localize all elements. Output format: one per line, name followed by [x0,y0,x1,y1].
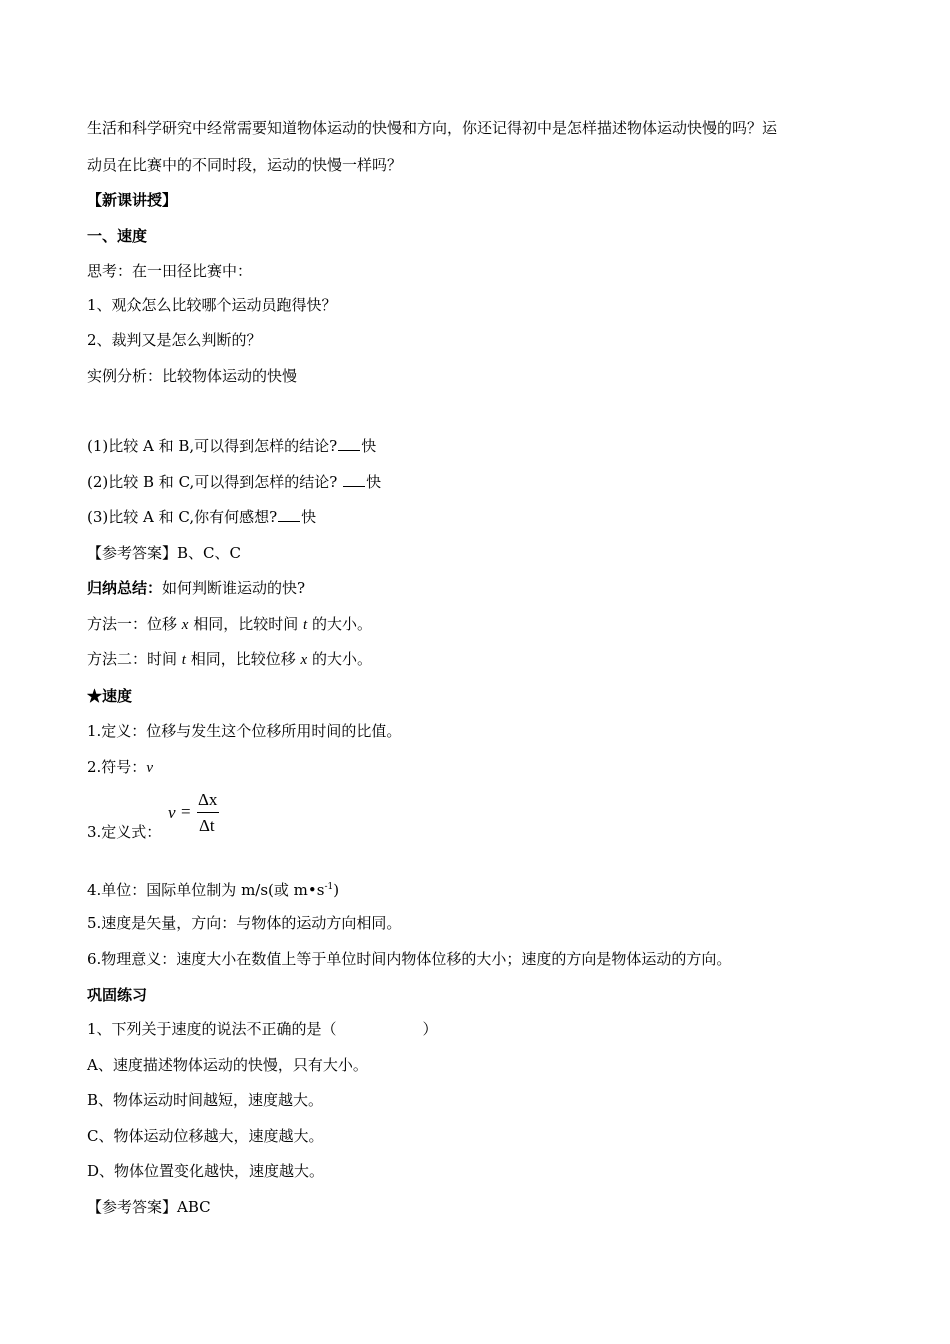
physical-meaning-line: 6.物理意义：速度大小在数值上等于单位时间内物体位移的大小；速度的方向是物体运动的方向。 [87,950,732,968]
practice-option-a: A、速度描述物体运动的快慢，只有大小。 [87,1056,368,1074]
method1-var-x: x [181,617,189,633]
compare-suffix: 快 [301,508,317,526]
method2-var-x: x [300,652,308,668]
unit-text: 4.单位：国际单位制为 m/s(或 m•s [87,881,325,899]
formula-equals: = [181,802,191,821]
compare-question-2 [87,472,381,492]
method2-part-c: 的大小。 [307,650,372,668]
answer-blank [278,507,300,522]
method-2 [87,649,372,670]
compare-q1-text: (1)比较 A 和 B,可以得到怎样的结论? [87,437,338,455]
think-question-1: 1、观众怎么比较哪个运动员跑得快？ [87,296,337,314]
answer-blank [343,472,365,487]
summary-line [87,578,305,598]
fraction-bar [197,812,219,813]
practice-option-c: C、物体运动位移越大，速度越大。 [87,1127,324,1145]
answer-blank [338,436,360,451]
definition-line: 1.定义：位移与发生这个位移所用时间的比值。 [87,722,402,740]
think-question-2: 2、裁判又是怎么判断的？ [87,331,262,349]
summary-text: 如何判断谁运动的快? [162,579,306,597]
compare-q3-text: (3)比较 A 和 C,你有何感想? [87,508,278,526]
formula-numerator: Δx [198,790,218,809]
intro-line-2: 动员在比赛中的不同时段，运动的快慢一样吗？ [87,156,403,174]
formula-denominator: Δt [199,816,215,835]
symbol-v: v [146,760,153,776]
compare-suffix: 快 [361,437,377,455]
practice-option-b: B、物体运动时间越短，速度越大。 [87,1091,324,1109]
formula-label: 3.定义式： [87,823,162,841]
unit-line [87,877,339,900]
vector-line: 5.速度是矢量，方向：与物体的运动方向相同。 [87,914,402,932]
unit-superscript: -1 [324,882,334,892]
practice-question-close: ） [422,1020,438,1038]
symbol-line [87,757,153,778]
star-heading-speed: ★速度 [87,687,133,705]
method1-part-a: 方法一：位移 [87,615,182,633]
reference-answer-2: 【参考答案】ABC [87,1198,211,1216]
formula-lhs: v [168,803,176,822]
method2-part-b: 相同，比较位移 [185,650,301,668]
section-new-lesson: 【新课讲授】 [87,191,178,209]
think-intro: 思考：在一田径比赛中： [87,262,253,280]
practice-heading: 巩固练习 [87,986,148,1004]
practice-option-d: D、物体位置变化越快，速度越大。 [87,1162,325,1180]
method1-part-b: 相同，比较时间 [188,615,303,633]
symbol-label: 2.符号： [87,758,147,776]
method-1 [87,614,372,635]
method2-part-a: 方法二：时间 [87,650,182,668]
method2-var-t: t [181,652,186,668]
compare-question-3 [87,507,316,527]
practice-question [87,1019,438,1039]
method1-part-c: 的大小。 [307,615,372,633]
practice-question-text: 1、下列关于速度的说法不正确的是（ [87,1020,337,1038]
compare-suffix: 快 [366,473,382,491]
unit-close: ) [333,881,340,899]
reference-answer-1: 【参考答案】B、C、C [87,544,241,562]
compare-q2-text: (2)比较 B 和 C,可以得到怎样的结论? [87,473,343,491]
method1-var-t: t [303,617,308,633]
heading-speed: 一、速度 [87,227,148,245]
example-title: 实例分析：比较物体运动的快慢 [87,367,298,385]
compare-question-1 [87,436,376,456]
intro-line-1: 生活和科学研究中经常需要知道物体运动的快慢和方向，你还记得初中是怎样描述物体运动快慢的吗？运 [87,119,778,137]
summary-label: 归纳总结： [87,579,163,597]
